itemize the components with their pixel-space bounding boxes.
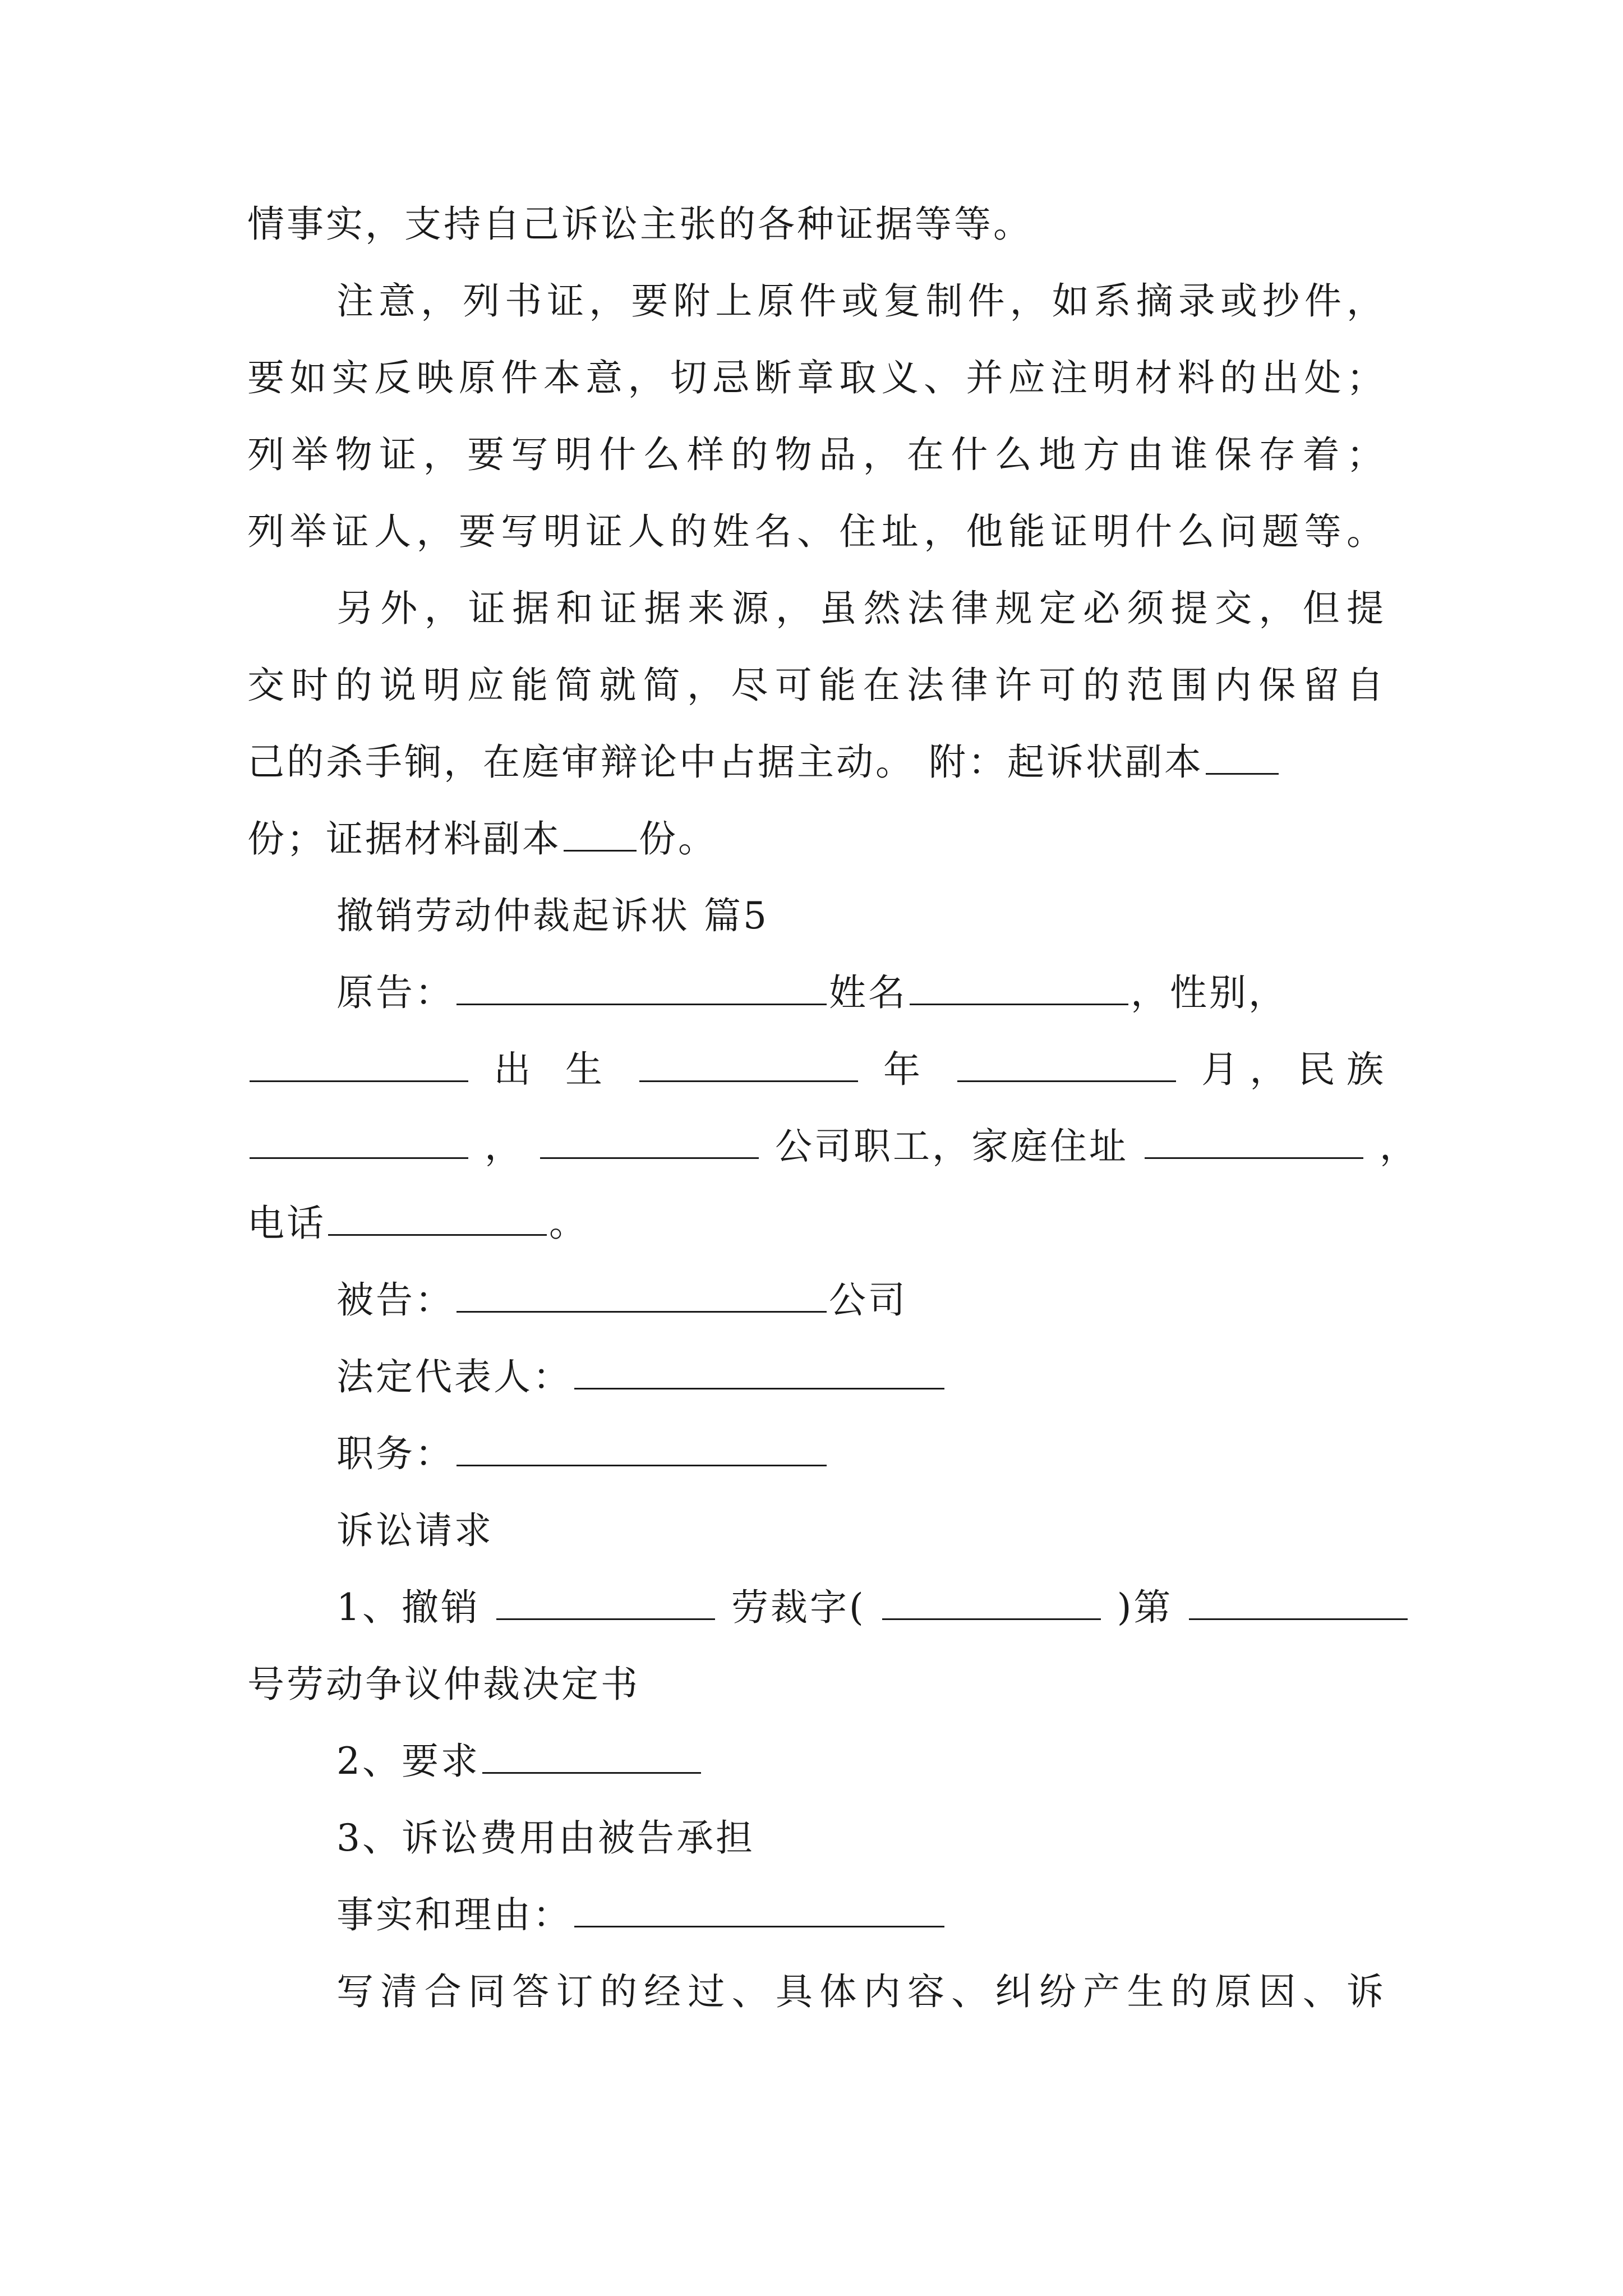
- paragraph-evidence-start: [336, 575, 1386, 642]
- blank-field: [882, 1586, 1101, 1620]
- section-title: [336, 882, 1386, 950]
- blank-field: [457, 1432, 827, 1466]
- claim-2-line: [336, 1728, 1386, 1795]
- blank-field: [250, 1125, 468, 1159]
- blank-field: [457, 1278, 827, 1313]
- line-text: 出 生: [494, 1048, 614, 1091]
- line-text: 要如实反映原件本意，切忌断章取义、并应注明材料的出处；: [247, 356, 1386, 399]
- blank-field: [1145, 1125, 1363, 1159]
- line-text: 情事实，支持自己诉讼主张的各种证据等等。: [247, 203, 1032, 246]
- text-line: [247, 1036, 1386, 1103]
- line-text: ，: [1379, 1125, 1419, 1168]
- line-text: 2、要求: [336, 1740, 480, 1783]
- line-text: 注意，列书证，要附上原件或复制件，如系摘录或抄件，: [336, 279, 1386, 323]
- line-text: 写清合同答订的经过、具体内容、纠纷产生的原因、诉: [336, 1970, 1386, 2013]
- line-text: 公司: [829, 1278, 907, 1322]
- line-text: 姓名: [829, 971, 907, 1014]
- line-text: 列举物证，要写明什么样的物品，在什么地方由谁保存着；: [247, 433, 1386, 476]
- blank-field: [564, 817, 637, 852]
- line-text: 电话: [247, 1202, 326, 1245]
- line-text: 诉讼请求: [336, 1509, 494, 1552]
- plaintiff-line: [336, 959, 1386, 1027]
- blank-field: [574, 1893, 944, 1927]
- text-line: [247, 191, 1386, 258]
- line-text: 3、诉讼费用由被告承担: [336, 1816, 755, 1860]
- line-text: 原告：: [336, 971, 454, 1014]
- line-text: 法定代表人：: [336, 1355, 572, 1398]
- text-line: [247, 344, 1386, 412]
- text-line: [247, 652, 1386, 719]
- blank-field: [957, 1048, 1176, 1082]
- line-text: 交时的说明应能简就简，尽可能在法律许可的范围内保留自: [247, 664, 1386, 707]
- line-text: 月，民族: [1201, 1048, 1386, 1091]
- line-text: 另外，证据和证据来源，虽然法律规定必须提交，但提: [336, 587, 1386, 630]
- text-line: [247, 806, 1386, 873]
- facts-heading-line: [336, 1881, 1386, 1949]
- blank-field: [910, 971, 1128, 1005]
- blank-field: [457, 971, 827, 1005]
- line-text: 年: [883, 1048, 932, 1091]
- text-line: [247, 1651, 1386, 1718]
- blank-field: [1206, 740, 1279, 775]
- legal-rep-line: [336, 1343, 1386, 1411]
- line-text: 事实和理由：: [336, 1893, 572, 1936]
- text-line: [247, 421, 1386, 489]
- line-text: 列举证人，要写明证人的姓名、住址，他能证明什么问题等。: [247, 510, 1386, 553]
- line-text: 公司职工，家庭住址: [774, 1125, 1128, 1168]
- position-line: [336, 1420, 1386, 1488]
- line-text: 被告：: [336, 1278, 454, 1322]
- blank-field: [496, 1586, 715, 1620]
- blank-field: [639, 1048, 858, 1082]
- claim-3-line: [336, 1805, 1386, 1872]
- blank-field: [1189, 1586, 1408, 1620]
- line-text: 。: [549, 1202, 588, 1245]
- paragraph-note-start: [336, 268, 1386, 335]
- blank-field: [328, 1202, 547, 1236]
- line-text: ，性别，: [1131, 971, 1288, 1014]
- line-text: 份。: [639, 817, 717, 861]
- text-line: [247, 729, 1386, 796]
- blank-field: [540, 1125, 759, 1159]
- text-line: [247, 498, 1386, 565]
- blank-field: [574, 1355, 944, 1389]
- line-text: 劳裁字(: [731, 1586, 866, 1629]
- text-line: [247, 1190, 1386, 1257]
- line-text: )第: [1117, 1586, 1173, 1629]
- line-text: ，: [484, 1125, 524, 1168]
- blank-field: [250, 1048, 468, 1082]
- defendant-line: [336, 1267, 1386, 1334]
- line-text: 职务：: [336, 1432, 454, 1475]
- blank-field: [482, 1740, 701, 1774]
- claim-1-line: [336, 1574, 1386, 1641]
- text-line: [247, 1113, 1419, 1180]
- claims-heading: [336, 1497, 1386, 1565]
- section-title-text: 撤销劳动仲裁起诉状 篇5: [336, 894, 769, 937]
- line-text: 己的杀手锏，在庭审辩论中占据主动。 附：起诉状副本: [247, 740, 1204, 784]
- line-text: 号劳动争议仲裁决定书: [247, 1663, 640, 1706]
- line-text: 1、撤销: [336, 1586, 480, 1629]
- text-line: [336, 1958, 1386, 2026]
- line-text: 份；证据材料副本: [247, 817, 561, 861]
